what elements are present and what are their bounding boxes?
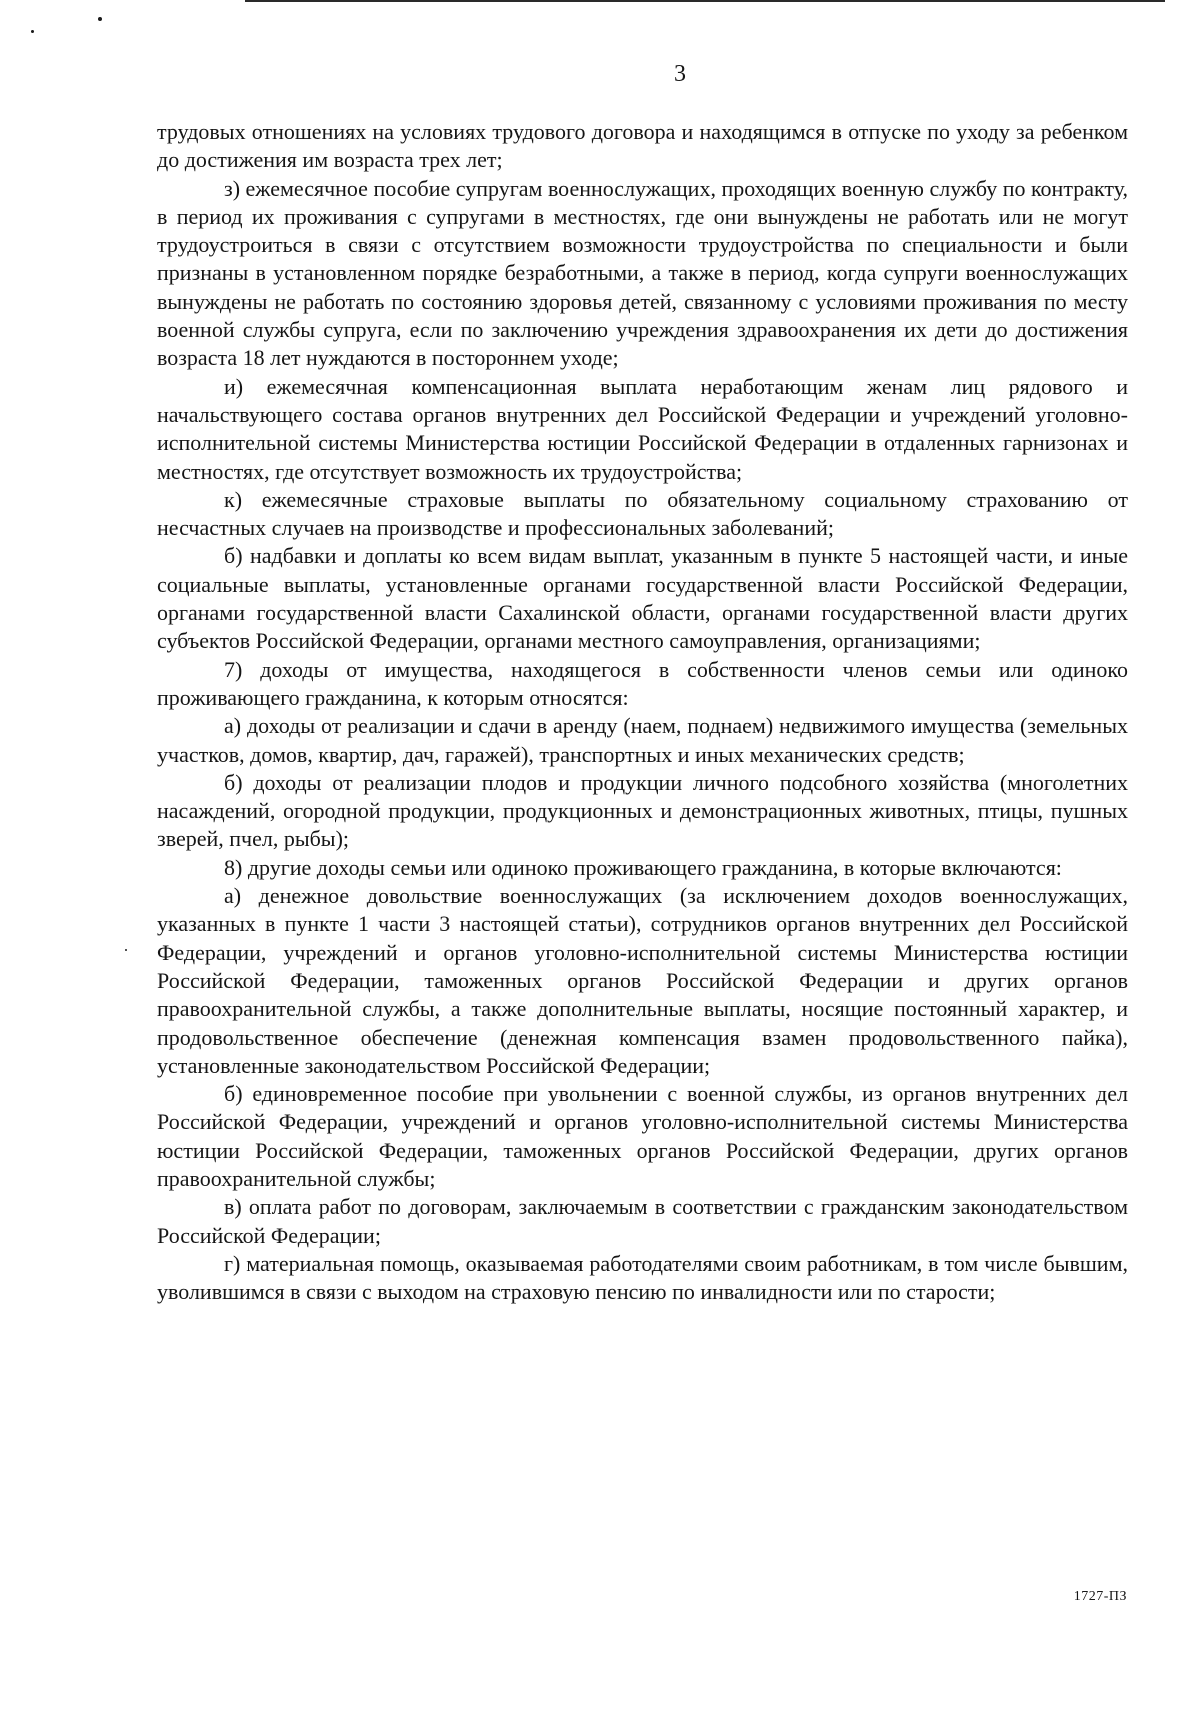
document-footer-code: 1727-ПЗ bbox=[1073, 1589, 1127, 1604]
scan-top-edge bbox=[245, 0, 1165, 2]
document-body bbox=[157, 118, 1128, 1306]
scan-speck bbox=[98, 17, 102, 21]
paragraph-item-7: 7) доходы от имущества, находящегося в собственности членов семьи или одиноко проживающего гражданина, к которым относятся: bbox=[157, 656, 1128, 710]
paragraph-continuation: трудовых отношениях на условиях трудового договора и находящимся в отпуске по уходу за ребенком до достижения им возраста трех лет; bbox=[157, 119, 1128, 173]
scan-speck bbox=[31, 30, 34, 33]
paragraph-item-i: и) ежемесячная компенсационная выплата неработающим женам лиц рядового и начальствующего состава органов внутренних дел Российской Федерации и учреждений уголовно-исполнительной системы Министерства юстиции Российской Федерации в отдаленных гарнизонах и местностях, где отсутствует возможность их трудоустройства; bbox=[157, 373, 1128, 484]
paragraph-item-8b: б) единовременное пособие при увольнении с военной службы, из органов внутренних дел Российской Федерации, учреждений и органов уголовно-исполнительной системы Министерства юстиции Российской Федерации, таможенных органов Российской Федерации, других органов правоохранительной службы; bbox=[157, 1081, 1128, 1191]
paragraph-item-z: з) ежемесячное пособие супругам военнослужащих, проходящих военную службу по контракту, в период их проживания с супругами в местностях, где они вынуждены не работать или не могут трудоустроиться в связи с отсутствием возможности трудоустройства по специальности и были признаны в установленном порядке безработными, а также в период, когда супруги военнослужащих вынуждены не работать по состоянию здоровья детей, связанному с условиями проживания по месту военной службы супруга, если по заключению учреждения здравоохранения их дети до достижения возраста 18 лет нуждаются в постороннем уходе; bbox=[157, 175, 1128, 371]
paragraph-item-8: 8) другие доходы семьи или одиноко проживающего гражданина, в которые включаются: bbox=[224, 854, 1062, 880]
page-number: 3 bbox=[674, 61, 686, 87]
paragraph-item-8a: а) денежное довольствие военнослужащих (за исключением доходов военнослужащих, указанных в пункте 1 части 3 настоящей статьи), сотрудников органов внутренних дел Российской Федерации, учреждений и органов уголовно-исполнительной системы Министерства юстиции Российской Федерации, таможенных органов Российской Федерации и других органов правоохранительной службы, а также дополнительные выплаты, носящие постоянный характер, и продовольственное обеспечение (денежная компенсация взамен продовольственного пайка), установленные законодательством Российской Федерации; bbox=[157, 883, 1128, 1078]
paragraph-item-k: к) ежемесячные страховые выплаты по обязательному социальному страхованию от несчастных случаев на производстве и профессиональных заболеваний; bbox=[157, 486, 1128, 541]
paragraph-item-8v: в) оплата работ по договорам, заключаемым в соответствии с гражданским законодательством Российской Федерации; bbox=[157, 1194, 1128, 1248]
scan-speck bbox=[125, 949, 127, 951]
paragraph-item-8g: г) материальная помощь, оказываемая работодателями своим работникам, в том числе бывшим, уволившимся в связи с выходом на страховую пенсию по инвалидности или по старости; bbox=[157, 1250, 1128, 1305]
paragraph-item-b-supplements: б) надбавки и доплаты ко всем видам выплат, указанным в пункте 5 настоящей части, и иные социальные выплаты, установленные органами государственной власти Российской Федерации, органами государственной власти Сахалинской области, органами государственной власти других субъектов Российской Федерации, органами местного самоуправления, организациями; bbox=[157, 543, 1128, 654]
paragraph-item-7a: а) доходы от реализации и сдачи в аренду (наем, поднаем) недвижимого имущества (земельных участков, домов, квартир, дач, гаражей), транспортных и иных механических средств; bbox=[157, 713, 1128, 767]
paragraph-item-7b: б) доходы от реализации плодов и продукции личного подсобного хозяйства (многолетних насаждений, огородной продукции, продукционных и демонстрационных животных, птицы, пушных зверей, пчел, рыбы); bbox=[157, 769, 1128, 852]
